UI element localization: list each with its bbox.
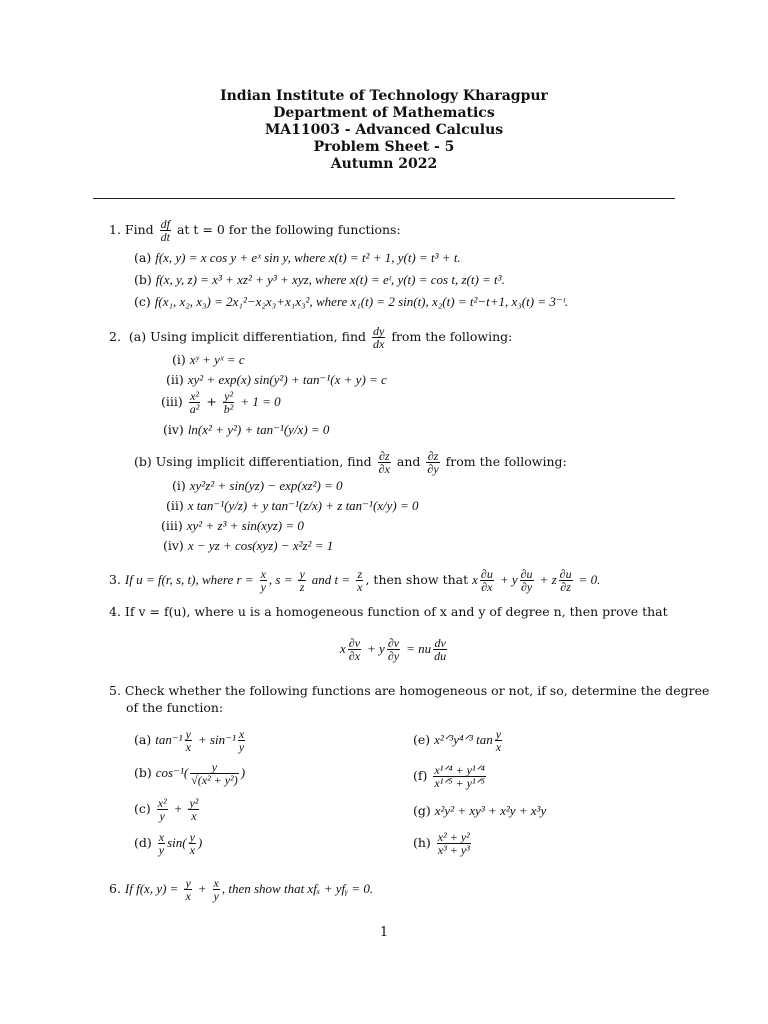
q1-b-expr: f(x, y, z) = x³ + xz² + y³ + xyz, where x(t) = eᵗ, y(t) = cos t, z(t) = t³. [155, 272, 505, 287]
q2a-item [172, 352, 245, 368]
q5-stem-line2: of the function: [126, 700, 224, 715]
q2a-item-expr: ln(x² + y²) + tan⁻¹(y/x) = 0 [187, 422, 330, 437]
frac-numerator: x [238, 727, 245, 741]
q1-dnum: df [160, 217, 170, 231]
q1-post: at t = 0 for the following functions: [176, 222, 401, 237]
frac-numerator: ∂z [379, 449, 390, 463]
frac-denominator: y [238, 740, 245, 754]
q2b-item-expr: x tan⁻¹(y/z) + y tan⁻¹(z/x) + z tan⁻¹(x/y) = 0 [187, 498, 419, 513]
q3-s-label: , s = [268, 572, 293, 587]
operator: + [197, 881, 207, 896]
q5-g-label: (g) [413, 803, 431, 818]
frac-numerator: y [185, 727, 191, 741]
frac-denominator: √(x² + y²) [191, 773, 238, 787]
q2b-stem [134, 450, 567, 475]
q5-b-frac [190, 761, 239, 786]
q4-dv-du [433, 637, 447, 662]
frac-numerator: x² + y² [437, 830, 470, 844]
q2a-item-label: (iv) [163, 422, 184, 437]
q1-part-b [134, 272, 505, 288]
frac-numerator: y [189, 830, 195, 844]
frac-denominator: y [213, 889, 219, 903]
q3-plus-z: + z [539, 572, 557, 587]
q5-c-label: (c) [134, 801, 151, 816]
frac-numerator: ∂u [520, 567, 533, 581]
q5-b-close: ) [240, 765, 246, 780]
frac-denominator: y [159, 809, 165, 823]
q2a-item-label: (i) [172, 352, 186, 367]
q4-dv-dx [348, 637, 361, 662]
frac-denominator: x [495, 740, 502, 754]
q2b-and: and [396, 454, 421, 469]
frac-numerator: x² [190, 389, 199, 403]
q3-s-frac [298, 568, 305, 593]
frac-numerator: x [158, 830, 165, 844]
frac-numerator: dv [434, 636, 446, 650]
frac-numerator: ∂u [480, 567, 493, 581]
sheet-title: Problem Sheet - 5 [313, 139, 455, 155]
q2a-dden: dx [373, 337, 385, 351]
q5-c-frac1 [157, 797, 168, 822]
q5-stem-line1 [109, 683, 709, 699]
operator: + [173, 801, 183, 816]
q3-number: 3. [109, 572, 121, 587]
q3-line [109, 568, 600, 593]
q2b-item-expr: xy²z² + sin(yz) − exp(xz²) = 0 [189, 478, 343, 493]
q5-f-label: (f) [413, 768, 428, 783]
q3-du-dy [520, 568, 534, 593]
frac-denominator: ∂x [378, 462, 390, 476]
frac-numerator: y [185, 876, 191, 890]
q2a-frac-y [223, 390, 235, 415]
q5-c-frac2 [188, 797, 199, 822]
q5-a-frac1 [185, 728, 192, 753]
frac-numerator: y [299, 567, 305, 581]
frac-denominator: y [260, 580, 266, 594]
q4-number: 4. [109, 604, 121, 619]
q5-d-close: ) [197, 835, 203, 850]
frac-denominator: du [434, 649, 447, 663]
q2b-item-expr: x − yz + cos(xyz) − x²z² = 1 [187, 538, 334, 553]
frac-denominator: x [357, 580, 363, 594]
q5-d-sin: sin( [167, 835, 187, 850]
q5-h-label: (h) [413, 835, 431, 850]
q5-a-arcsin: + sin⁻¹ [197, 732, 236, 747]
q2a-pre: Using implicit differentiation, find [150, 329, 367, 344]
q1-b-label: (b) [134, 272, 152, 287]
q2b-item-label: (i) [172, 478, 186, 493]
q3-and: and t = [311, 572, 351, 587]
q3-plus-y: + y [499, 572, 518, 587]
frac-denominator: x [191, 809, 197, 823]
q5-part-e [413, 728, 504, 753]
q5-part-f [413, 764, 488, 789]
q1-derivative [160, 218, 171, 243]
q2b-item [172, 478, 343, 494]
frac-denominator: ∂x [481, 580, 493, 594]
operator: + [206, 394, 217, 409]
q2a-item [166, 372, 387, 388]
q5-part-h [413, 831, 473, 856]
q2a-item-expr: xʸ + yˣ = c [189, 352, 245, 367]
q5-part-d [134, 831, 202, 856]
frac-numerator: x [213, 876, 219, 890]
q2a-dnum: dy [373, 324, 385, 338]
q2b-pre: Using implicit differentiation, find [155, 454, 372, 469]
q4-x: x [340, 641, 346, 656]
frac-numerator: z [357, 567, 363, 581]
q5-h-frac [437, 831, 471, 856]
q6-post: , then show that xfₓ + yfᵧ = 0. [221, 881, 374, 896]
q2b-item [161, 518, 304, 534]
q2-number: 2. [109, 329, 121, 344]
q5-d-frac2 [189, 831, 196, 856]
q1-part-a [134, 250, 461, 266]
q1-dden: dt [160, 230, 170, 244]
frac-numerator: ∂z [427, 449, 439, 463]
q4-plus-y: + y [367, 641, 385, 656]
q1-a-label: (a) [134, 250, 152, 265]
q3-du-dz [559, 568, 573, 593]
q5-d-frac1 [158, 831, 165, 856]
q2a-derivative [372, 325, 385, 350]
q5-e-frac [495, 728, 502, 753]
term: Autumn 2022 [330, 156, 438, 172]
q1-a-expr: f(x, y) = x cos y + eˣ sin y, where x(t) = t² + 1, y(t) = t³ + t. [155, 250, 461, 265]
q2b-item-expr: xy² + z³ + sin(xyz) = 0 [186, 518, 304, 533]
q2a-stem [109, 325, 512, 350]
q4-dv-dy [387, 637, 400, 662]
q6-frac1 [184, 877, 191, 902]
frac-denominator: x¹ᐟ⁵ + y¹ᐟ⁵ [434, 776, 485, 790]
q2b-item [166, 498, 419, 514]
q5-f-frac [433, 764, 485, 789]
q2a-item-label: (ii) [166, 372, 184, 387]
q4-stem [109, 604, 668, 620]
department-name: Department of Mathematics [273, 105, 495, 121]
frac-denominator: ∂y [387, 649, 400, 663]
q1-stem [109, 218, 401, 243]
frac-denominator: b² [223, 402, 234, 416]
q6-pre: If f(x, y) = [124, 881, 179, 896]
frac-denominator: x [185, 889, 191, 903]
q2b-item-label: (ii) [166, 498, 184, 513]
frac-numerator: ∂u [559, 567, 572, 581]
q5-text: Check whether the following functions are homogeneous or not, if so, determine the degree [124, 683, 710, 698]
q1-pre: Find [124, 222, 154, 237]
q1-part-c [134, 294, 568, 310]
q1-c-label: (c) [134, 294, 151, 309]
frac-numerator: y [495, 727, 502, 741]
q4-equation [340, 637, 449, 662]
q4-text: If v = f(u), where u is a homogeneous function of x and y of degree n, then prove that [124, 604, 668, 619]
q6-number: 6. [109, 881, 121, 896]
q1-number: 1. [109, 222, 121, 237]
q3-r-frac [260, 568, 267, 593]
frac-numerator: y [190, 761, 239, 774]
q2a-item-expr: xy² + exp(x) sin(y²) + tan⁻¹(x + y) = c [187, 372, 387, 387]
frac-numerator: x² [157, 796, 167, 810]
frac-numerator: y² [224, 389, 234, 403]
header-divider [93, 198, 675, 199]
frac-numerator: x [260, 567, 266, 581]
q2b-post: from the following: [445, 454, 567, 469]
q5-a-frac2 [238, 728, 245, 753]
q5-a-label: (a) [134, 732, 152, 747]
q3-du-dx [480, 568, 494, 593]
frac-denominator: z [299, 580, 305, 594]
frac-denominator: x [189, 843, 195, 857]
q2a-post: from the following: [391, 329, 513, 344]
q2a-frac-x [189, 390, 201, 415]
q3-t-frac [356, 568, 363, 593]
q5-number: 5. [109, 683, 121, 698]
frac-numerator: x¹ᐟ⁴ + y¹ᐟ⁴ [434, 763, 485, 777]
q5-b-arccos: cos⁻¹( [155, 765, 189, 780]
q5-part-a [134, 728, 247, 753]
q5-part-b [134, 761, 245, 786]
q5-e-expr: x²ᐟ³y⁴ᐟ³ tan [434, 732, 493, 747]
q6-line [109, 877, 373, 902]
frac-denominator: ∂y [427, 462, 439, 476]
frac-denominator: a² [189, 402, 200, 416]
q2b-label: (b) [134, 454, 152, 469]
frac-numerator: y² [189, 796, 199, 810]
q2a-label: (a) [128, 329, 147, 344]
frac-denominator: ∂y [520, 580, 533, 594]
q2a-item-tail: + 1 = 0 [240, 394, 281, 409]
frac-denominator: y [158, 843, 165, 857]
institute-name: Indian Institute of Technology Kharagpur [220, 88, 548, 104]
q5-part-c [134, 797, 201, 822]
frac-denominator: ∂x [348, 649, 361, 663]
q2a-item-label: (iii) [161, 394, 183, 409]
frac-denominator: x [185, 740, 191, 754]
q5-b-label: (b) [134, 765, 152, 780]
q4-equals: = nu [406, 641, 432, 656]
frac-denominator: x³ + y³ [437, 843, 470, 857]
frac-denominator: ∂z [560, 580, 571, 594]
q3-show: , then show that [365, 572, 469, 587]
q5-a-arctan: tan⁻¹ [155, 732, 183, 747]
q2b-item [163, 538, 333, 554]
q2b-derivative-y [426, 450, 439, 475]
q5-d-label: (d) [134, 835, 152, 850]
q1-c-expr: f(x₁, x₂, x₃) = 2x₁²−x₂x₃+x₁x₃², where x₁(t) = 2 sin(t), x₂(t) = t²−t+1, x₃(t) = 3⁻ᵗ. [154, 294, 569, 309]
page-number: 1 [379, 925, 389, 940]
q2b-item-label: (iv) [163, 538, 184, 553]
q5-g-expr: x²y² + xy³ + x²y + x³y [434, 803, 547, 818]
q2b-item-label: (iii) [161, 518, 183, 533]
q6-frac2 [213, 877, 220, 902]
q3-equals: = 0. [578, 572, 601, 587]
q3-pre: If u = f(r, s, t), where r = [124, 572, 254, 587]
frac-numerator: ∂v [348, 636, 361, 650]
q2b-derivative-x [378, 450, 391, 475]
q2a-item [161, 390, 281, 415]
q2a-item [163, 422, 329, 438]
frac-numerator: ∂v [387, 636, 400, 650]
course-title: MA11003 - Advanced Calculus [264, 122, 504, 138]
q5-part-g [413, 803, 546, 819]
q3-x: x [472, 572, 478, 587]
q5-e-label: (e) [413, 732, 431, 747]
